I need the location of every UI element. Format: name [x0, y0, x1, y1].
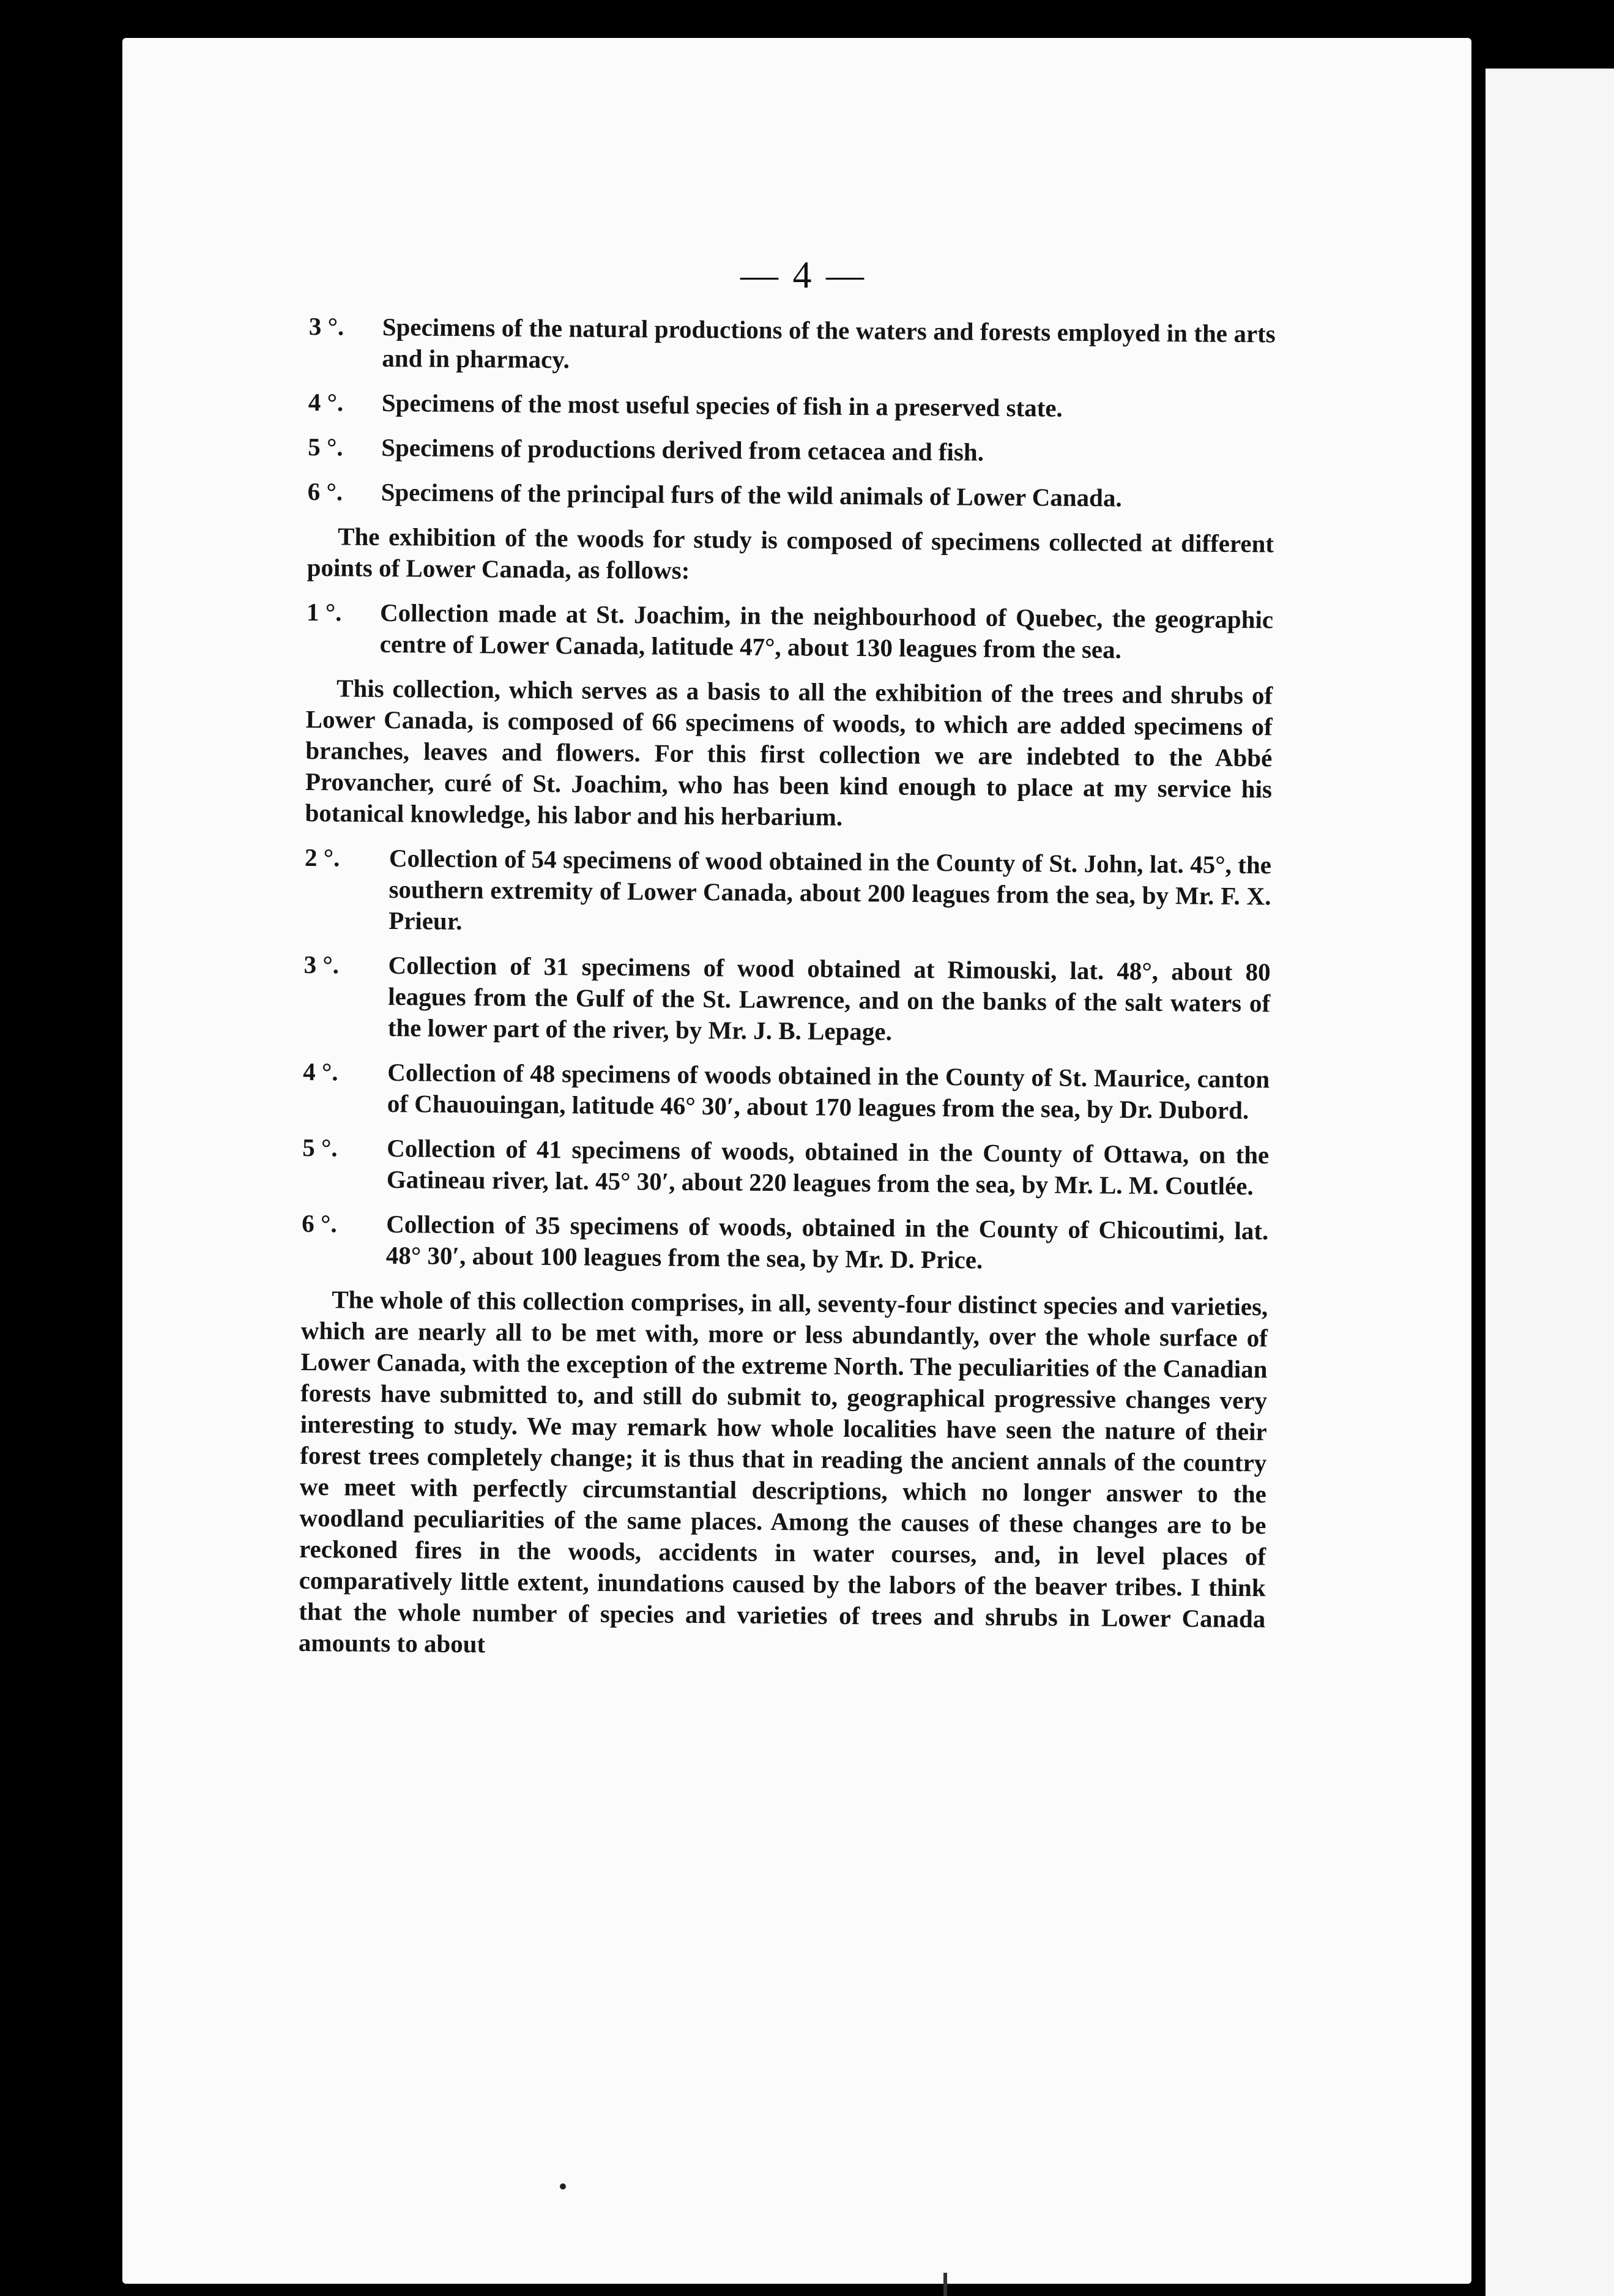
list-item-number: 4 °. — [308, 387, 344, 417]
list-item-number: 2 °. — [304, 843, 340, 872]
facing-page-edge — [1486, 69, 1614, 2296]
ink-dot — [560, 2183, 566, 2190]
list-item-text: Collection of 54 specimens of wood obtained in the County of St. John, lat. 45°, the southern extremity of Lower Canada, about 200 leagues from the sea, by Mr. F. X. Prieur. — [389, 844, 1272, 935]
list-item-text: Collection of 48 specimens of woods obtained in the County of St. Maurice, canton of Chauouingan, latitude 46° 30′, about 170 leagues from the sea, by Dr. Dubord. — [387, 1058, 1270, 1125]
page-number: — 4 — — [740, 255, 866, 296]
list-item-text: Collection of 31 specimens of wood obtained at Rimouski, lat. 48°, about 80 leagues from the Gulf of the St. Lawrence, and on the banks of the salt waters of the lower part of the river, by Mr. J. B. Lepage. — [387, 951, 1271, 1046]
list-item-number: 4 °. — [303, 1057, 338, 1086]
collection-item — [303, 1056, 1270, 1126]
list-item-text: Specimens of the most useful species of fish in a preserved state. — [381, 388, 1063, 422]
list-item — [308, 387, 1275, 425]
list-item-text: Specimens of the natural productions of the waters and forests employed in the arts and in pharmacy. — [382, 312, 1276, 374]
list-item-text: Specimens of the principal furs of the wild animals of Lower Canada. — [381, 477, 1122, 512]
collection-item — [302, 1208, 1269, 1278]
ink-mark — [943, 2273, 947, 2296]
list-item-number: 1 °. — [306, 597, 342, 627]
list-item-number: 6 °. — [307, 477, 343, 506]
collection-item — [302, 1132, 1270, 1202]
list-item-number: 3 °. — [303, 950, 340, 979]
list-item-text: Collection of 35 specimens of woods, obtained in the County of Chicoutimi, lat. 48° 30′, about 100 leagues from the sea, by Mr. D. Price. — [385, 1210, 1269, 1274]
collection-item — [304, 842, 1271, 943]
collection-item — [307, 597, 1274, 666]
final-paragraph: The whole of this collection comprises, in all, seventy-four distinct species and varieties, which are nearly all to be met with, more or less abundantly, over the whole surface of Lower Canada, with the exception of the extreme North. The peculiarities of the Canadian forests have submitted to, and still do submit to, geographical progressive changes very interesting to study. We may remark how whole localities have seen the nature of their forest trees completely change; it is thus that in reading the ancient annals of the country we meet with perfectly circumstantial descriptions, which no longer answer to the woodland peculiarities of the same places. Among the causes of these changes are to be reckoned fires in the woods, accidents in water courses, and, in level places of comparatively little extent, inundations caused by the labors of the beaver tribes. I think that the whole number of species and varieties of trees and shrubs in Lower Canada amounts to about — [298, 1285, 1268, 1658]
intro-paragraph: The exhibition of the woods for study is composed of specimens collected at different points of Lower Canada, as follows: — [307, 522, 1274, 584]
basis-paragraph: This collection, which serves as a basis to all the exhibition of the trees and shrubs of Lower Canada, is composed of 66 specimens of woods, to which are added specimens of branches, leaves and flowers. For this first collection we are indebted to the Abbé Provancher, curé of St. Joachim, who has been kind enough to place at my service his botanical knowledge, his labor and his herbarium. — [305, 674, 1273, 831]
list-item — [307, 476, 1274, 515]
list-item-number: 5 °. — [302, 1133, 338, 1162]
list-item-text: Collection made at St. Joachim, in the neighbourhood of Quebec, the geographic centre of Lower Canada, latitude 47°, about 130 leagues from the sea. — [379, 598, 1274, 664]
list-item-number: 6 °. — [302, 1209, 337, 1238]
list-item — [308, 311, 1276, 381]
list-item-text: Specimens of productions derived from cetacea and fish. — [381, 433, 984, 466]
page-body — [299, 311, 1276, 1679]
collection-item — [303, 949, 1271, 1050]
list-item-number: 3 °. — [308, 311, 344, 341]
list-item-text: Collection of 41 specimens of woods, obtained in the County of Ottawa, on the Gatineau river, lat. 45° 30′, about 220 leagues from the sea, by Mr. L. M. Coutlée. — [386, 1134, 1270, 1201]
list-item — [308, 431, 1274, 470]
list-item-number: 5 °. — [308, 432, 343, 461]
